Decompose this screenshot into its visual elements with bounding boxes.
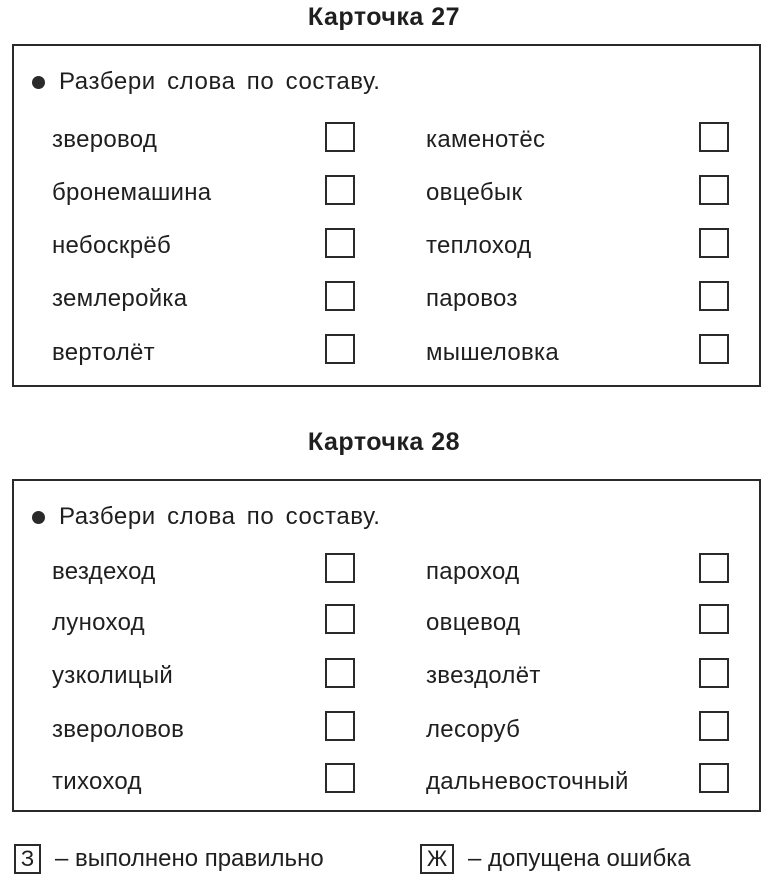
answer-box[interactable] [325, 711, 355, 741]
answer-box[interactable] [325, 658, 355, 688]
word-left-1: вездеход [52, 558, 156, 585]
card-28-instruction [32, 503, 381, 531]
word-left-2: бронемашина [52, 179, 212, 206]
answer-box[interactable] [699, 711, 729, 741]
word-left-3: небоскрёб [52, 232, 172, 259]
word-right-1: каменотёс [426, 126, 546, 153]
answer-box[interactable] [325, 281, 355, 311]
card-27-instruction [32, 68, 381, 96]
word-left-3: узколицый [52, 662, 174, 689]
answer-box[interactable] [325, 175, 355, 205]
word-left-5: вертолёт [52, 339, 155, 366]
card-28-title: Карточка 28 [307, 428, 461, 456]
word-right-3: теплоход [426, 232, 532, 259]
word-left-4: землеройка [52, 285, 188, 312]
answer-box[interactable] [325, 122, 355, 152]
answer-box[interactable] [325, 334, 355, 364]
card-28 [12, 479, 761, 812]
bullet-icon [32, 76, 45, 89]
word-right-1: пароход [426, 558, 520, 585]
instruction-text: Разбери слова по составу. [59, 503, 381, 530]
legend-correct [14, 844, 324, 874]
answer-box[interactable] [699, 763, 729, 793]
answer-box[interactable] [325, 228, 355, 258]
word-right-2: овцебык [426, 179, 523, 206]
error-mark-box: Ж [420, 844, 454, 874]
answer-box[interactable] [325, 553, 355, 583]
word-right-5: мышеловка [426, 339, 560, 366]
word-right-5: дальневосточный [426, 768, 629, 795]
correct-mark-box: З [14, 844, 41, 874]
legend-error [420, 844, 691, 874]
word-right-4: паровоз [426, 285, 518, 312]
correct-legend-text: – выполнено правильно [55, 845, 324, 872]
word-right-2: овцевод [426, 609, 521, 636]
word-left-5: тихоход [52, 768, 142, 795]
answer-box[interactable] [699, 122, 729, 152]
card-27-title: Карточка 27 [307, 3, 461, 31]
answer-box[interactable] [325, 604, 355, 634]
answer-box[interactable] [699, 228, 729, 258]
word-left-2: луноход [52, 609, 145, 636]
answer-box[interactable] [699, 175, 729, 205]
answer-box[interactable] [699, 604, 729, 634]
word-right-3: звездолёт [426, 662, 541, 689]
answer-box[interactable] [699, 334, 729, 364]
card-27 [12, 44, 761, 387]
answer-box[interactable] [699, 281, 729, 311]
answer-box[interactable] [699, 658, 729, 688]
answer-box[interactable] [699, 553, 729, 583]
word-left-1: зверовод [52, 126, 158, 153]
instruction-text: Разбери слова по составу. [59, 68, 381, 95]
word-right-4: лесоруб [426, 716, 521, 743]
answer-box[interactable] [325, 763, 355, 793]
word-left-4: звероловов [52, 716, 185, 743]
error-legend-text: – допущена ошибка [468, 845, 691, 872]
bullet-icon [32, 511, 45, 524]
